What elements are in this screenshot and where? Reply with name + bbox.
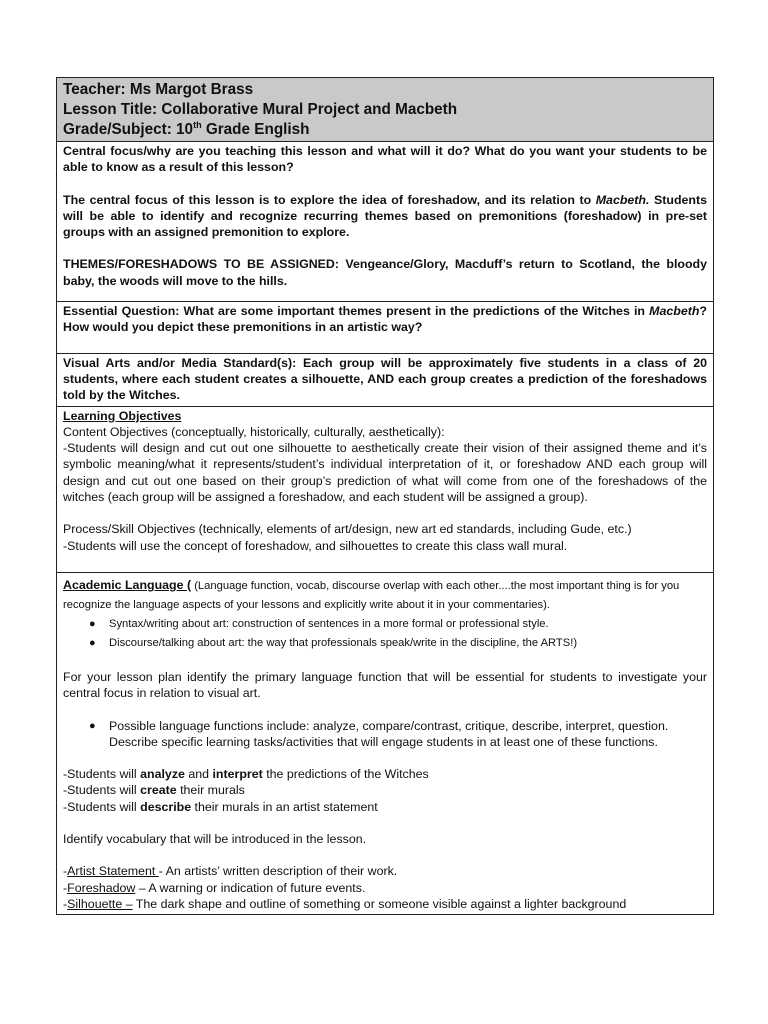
teacher-line: Teacher: Ms Margot Brass <box>63 81 254 98</box>
central-focus-section <box>57 142 713 302</box>
themes-assigned: THEMES/FORESHADOWS TO BE ASSIGNED: Vengeance/Glory, Macduff’s return to Scotland, the bloody baby, the woods will move to the hills. <box>63 257 707 288</box>
central-focus-question: Central focus/why are you teaching this lesson and what will it do? What do you want your students to be able to know as a result of this lesson? <box>63 144 707 175</box>
vocab-artist-statement: -Artist Statement - An artists’ written description of their work. <box>63 864 398 879</box>
learning-objectives-heading: Learning Objectives <box>63 408 182 423</box>
central-focus-answer: The central focus of this lesson is to explore the idea of foreshadow, and its relation to Macbeth. Students will be able to identify and recognize recurring themes based on premonitions (foreshadow) in pre-set groups with an assigned premonition to explore. <box>63 192 707 240</box>
students-will-create: -Students will create their murals <box>63 783 245 798</box>
vocab-silhouette: -Silhouette – The dark shape and outline of something or someone visible against a lighter background <box>63 896 627 911</box>
header-section <box>57 78 713 142</box>
students-will-analyze: -Students will analyze and interpret the predictions of the Witches <box>63 767 429 782</box>
language-bullets <box>63 615 707 653</box>
possible-functions-list <box>63 718 707 751</box>
list-item: ● Syntax/writing about art: construction of sentences in a more formal or professional style. <box>89 617 549 630</box>
identify-vocabulary: Identify vocabulary that will be introduced in the lesson. <box>63 832 367 847</box>
list-item: ● Possible language functions include: analyze, compare/contrast, critique, describe, interpret, question. Describe specific learning tasks/activities that will engage students in at least one of these functions. <box>89 718 669 749</box>
students-will-describe: -Students will describe their murals in an artist statement <box>63 799 378 814</box>
academic-language-heading: Academic Language <box>63 577 187 592</box>
content-objectives-text: -Students will design and cut out one silhouette to aesthetically create their vision of their assigned theme and it’s symbolic meaning/what it represents/student’s individual interpretation of it, or foreshadow AND each group will design and cut out one based on their group’s prediction of what will come from one of the foreshadows of the witches (each group will be assigned a foreshadow, and each student will be assigned a group). <box>63 441 707 505</box>
essential-question: Essential Question: What are some important themes present in the predictions of the Witches in Macbeth? How would you depict these premonitions in an artistic way? <box>63 304 707 335</box>
lesson-plan-table <box>56 77 714 915</box>
learning-objectives-section <box>57 407 713 573</box>
content-objectives-heading: Content Objectives (conceptually, historically, culturally, aesthetically): <box>63 424 445 439</box>
process-objectives-text: -Students will use the concept of foreshadow, and silhouettes to create this class wall mural. <box>63 538 568 553</box>
visual-arts-standard: Visual Arts and/or Media Standard(s): Each group will be approximately five students in a class of 20 students, where each student creates a silhouette, AND each group creates a prediction of the foreshadows told by the Witches. <box>63 355 707 403</box>
identify-language-function: For your lesson plan identify the primary language function that will be essential for students to investigate your central focus in relation to visual art. <box>63 669 707 701</box>
lesson-title-line: Lesson Title: Collaborative Mural Project and Macbeth <box>63 101 458 118</box>
essential-question-section <box>57 302 713 354</box>
academic-language-section <box>57 573 713 914</box>
visual-arts-standard-section <box>57 354 713 407</box>
grade-subject-line: Grade/Subject: 10th Grade English <box>63 120 310 138</box>
vocab-foreshadow: -Foreshadow – A warning or indication of future events. <box>63 880 366 895</box>
academic-language-intro: Academic Language ( (Language function, vocab, discourse overlap with each other....the most important thing is for you recognize the language aspects of your lessons and explicitly write about it in your commentaries). <box>63 577 680 611</box>
list-item: ● Discourse/talking about art: the way that professionals speak/write in the discipline, the ARTS!) <box>89 636 578 649</box>
process-objectives-heading: Process/Skill Objectives (technically, elements of art/design, new art ed standards, including Gude, etc.) <box>63 522 632 537</box>
